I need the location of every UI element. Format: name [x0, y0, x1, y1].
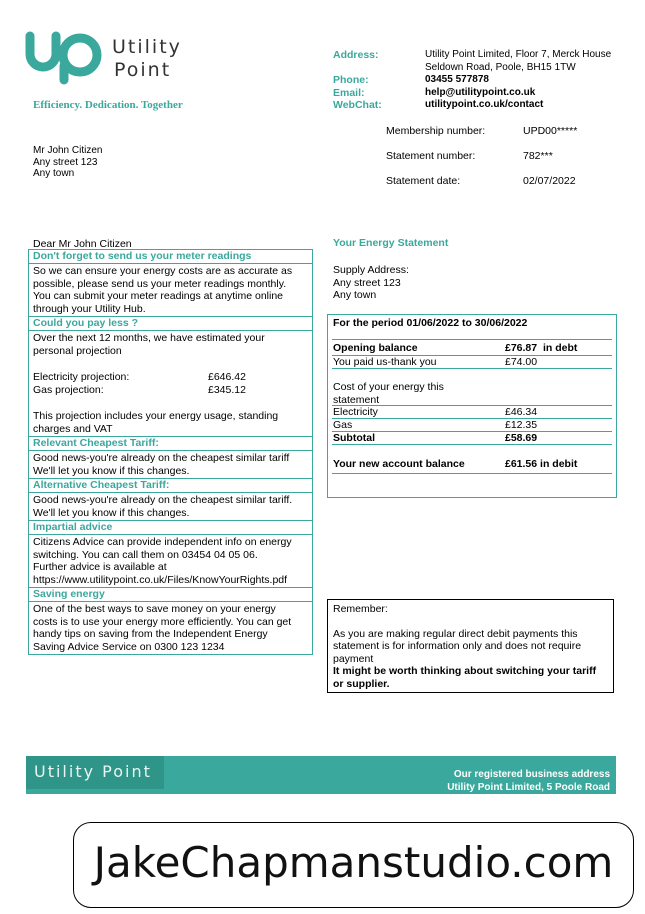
info-sections: [28, 249, 313, 655]
statement-number-row: [386, 150, 616, 162]
utility-point-logo-icon: [24, 30, 104, 86]
cost-label: [333, 381, 611, 406]
brand-name-line2: Point: [114, 59, 172, 81]
subtotal-row: [333, 432, 611, 444]
gas-projection-label: Gas projection:: [33, 383, 104, 396]
meter-line: So we can ensure your energy costs are as accurate as: [33, 265, 293, 277]
divider: [332, 473, 612, 474]
recipient-name: Mr John Citizen: [33, 145, 103, 156]
greeting: Dear Mr John Citizen: [33, 238, 132, 250]
gas-row: [333, 419, 611, 431]
meter-section-body: [29, 264, 312, 316]
email-link[interactable]: help@utilitypoint.co.uk: [425, 87, 536, 98]
remember-line: statement is for information only and does not require: [333, 640, 582, 652]
footer-logo: Utility Point: [26, 756, 164, 789]
electricity-projection-value: £646.42: [208, 371, 246, 383]
relevant-tariff-title: Relevant Cheapest Tariff:: [29, 436, 312, 451]
gas-value: £12.35: [505, 419, 538, 431]
remember-advice: or supplier.: [333, 677, 390, 690]
saving-energy-line: costs is to use your energy more efficiently. You can get: [33, 615, 292, 628]
electricity-value: £46.34: [505, 406, 538, 418]
meter-section-title: Don't forget to send us your meter readings: [29, 250, 312, 264]
meter-line: through your Utility Hub.: [33, 302, 146, 315]
electricity-projection-row: [33, 371, 308, 384]
know-your-rights-link[interactable]: https://www.utilitypoint.co.uk/Files/KnowYourRights.pdf: [33, 573, 288, 586]
gas-projection-row: [33, 384, 308, 397]
membership-label: Membership number:: [386, 125, 486, 137]
recipient-address: [33, 145, 102, 180]
statement-date-value: 02/07/2022: [523, 175, 576, 187]
divider: [332, 368, 612, 369]
alternative-tariff-title: Alternative Cheapest Tariff:: [29, 478, 312, 493]
divider: [332, 339, 612, 340]
remember-title: Remember:: [333, 603, 388, 615]
registered-address-title: Our registered business address: [453, 769, 610, 780]
projection-note: charges and VAT: [33, 422, 113, 435]
phone-value[interactable]: 03455 577878: [425, 74, 489, 85]
impartial-advice-line: Further advice is available at: [33, 561, 167, 573]
statement-date-label: Statement date:: [386, 175, 461, 187]
supply-address-label: Supply Address:: [333, 264, 409, 276]
statement-date-row: [386, 175, 616, 187]
statement-period: For the period 01/06/2022 to 30/06/2022: [333, 317, 528, 329]
energy-statement-title: Your Energy Statement: [333, 237, 449, 249]
subtotal-label: Subtotal: [333, 432, 375, 444]
statement-number-label: Statement number:: [386, 150, 476, 162]
remember-box: [327, 599, 614, 693]
opening-balance-value: £76.87 in debt: [505, 342, 578, 354]
relevant-tariff-body: [29, 451, 312, 478]
opening-balance-row: [333, 342, 611, 354]
remember-line: As you are making regular direct debit payments this: [333, 627, 578, 640]
pay-less-intro: Over the next 12 months, we have estimated your: [33, 332, 265, 344]
statement-number-value: 782***: [523, 150, 553, 162]
meter-line: You can submit your meter readings at anytime online: [33, 290, 284, 302]
address-line2: Seldown Road, Poole, BH15 1TW: [425, 62, 576, 73]
membership-value: UPD00*****: [523, 125, 578, 137]
opening-balance-label: Opening balance: [333, 342, 418, 354]
webchat-link[interactable]: utilitypoint.co.uk/contact: [425, 99, 544, 110]
remember-line: payment: [333, 652, 374, 665]
membership-row: [386, 125, 616, 137]
relevant-tariff-line: We'll let you know if this changes.: [33, 464, 190, 477]
impartial-advice-body: [29, 535, 312, 587]
saving-energy-body: [29, 602, 312, 654]
saving-energy-line: Saving Advice Service on 0300 123 1234: [33, 640, 225, 653]
new-balance-row: [333, 458, 611, 470]
saving-energy-title: Saving energy: [29, 587, 312, 602]
phone-label: Phone:: [333, 74, 369, 86]
new-balance-label: Your new account balance: [333, 458, 465, 470]
electricity-projection-label: Electricity projection:: [33, 371, 130, 383]
footer-bar: [26, 756, 616, 794]
brand-name-line1: Utility: [112, 36, 182, 58]
pay-less-body: [29, 331, 312, 436]
remember-advice: It might be worth thinking about switching your tariff: [333, 665, 597, 677]
pay-less-intro: personal projection: [33, 344, 122, 357]
webchat-label: WebChat:: [333, 99, 382, 111]
email-label: Email:: [333, 87, 365, 99]
cost-label-line: Cost of your energy this: [333, 381, 444, 393]
brand-tagline: Efficiency. Dedication. Together: [33, 99, 183, 111]
payment-value: £74.00: [505, 356, 538, 368]
alternative-tariff-line: Good news-you're already on the cheapest similar tariff.: [33, 494, 293, 506]
electricity-row: [333, 406, 611, 418]
address-label: Address:: [333, 49, 379, 61]
supply-street: Any street 123: [333, 276, 401, 289]
meter-line: possible, please send us your meter readings monthly.: [33, 277, 287, 290]
alternative-tariff-body: [29, 493, 312, 520]
payment-label: You paid us-thank you: [333, 356, 437, 368]
alternative-tariff-line: We'll let you know if this changes.: [33, 506, 190, 519]
supply-town: Any town: [333, 289, 377, 301]
subtotal-value: £58.69: [505, 432, 538, 444]
relevant-tariff-line: Good news-you're already on the cheapest similar tariff: [33, 452, 290, 464]
impartial-advice-title: Impartial advice: [29, 520, 312, 535]
gas-label: Gas: [333, 419, 353, 431]
saving-energy-line: One of the best ways to save money on your energy: [33, 603, 276, 615]
supply-address: [333, 264, 409, 302]
address-line1: Utility Point Limited, Floor 7, Merck House: [425, 49, 612, 60]
new-balance-value: £61.56 in debit: [505, 458, 578, 470]
gas-projection-value: £345.12: [208, 383, 246, 396]
statement-summary-box: [327, 314, 617, 498]
registered-address: [447, 768, 610, 794]
recipient-town: Any town: [33, 168, 75, 179]
saving-energy-line: handy tips on saving from the Independent Energy: [33, 628, 268, 640]
watermark-banner: JakeChapmanstudio.com: [73, 822, 634, 908]
divider: [332, 444, 612, 445]
cost-label-line: statement: [333, 393, 380, 406]
electricity-label: Electricity: [333, 406, 378, 418]
payment-row: [333, 356, 611, 368]
projection-note: This projection includes your energy usage, standing: [33, 410, 279, 422]
logo: [24, 30, 204, 90]
impartial-advice-line: switching. You can call them on 03454 04 05 06.: [33, 548, 258, 561]
recipient-street: Any street 123: [33, 156, 98, 168]
pay-less-title: Could you pay less ?: [29, 316, 312, 331]
impartial-advice-line: Citizens Advice can provide independent info on energy: [33, 536, 292, 548]
registered-address-line: Utility Point Limited, 5 Poole Road: [447, 782, 610, 793]
